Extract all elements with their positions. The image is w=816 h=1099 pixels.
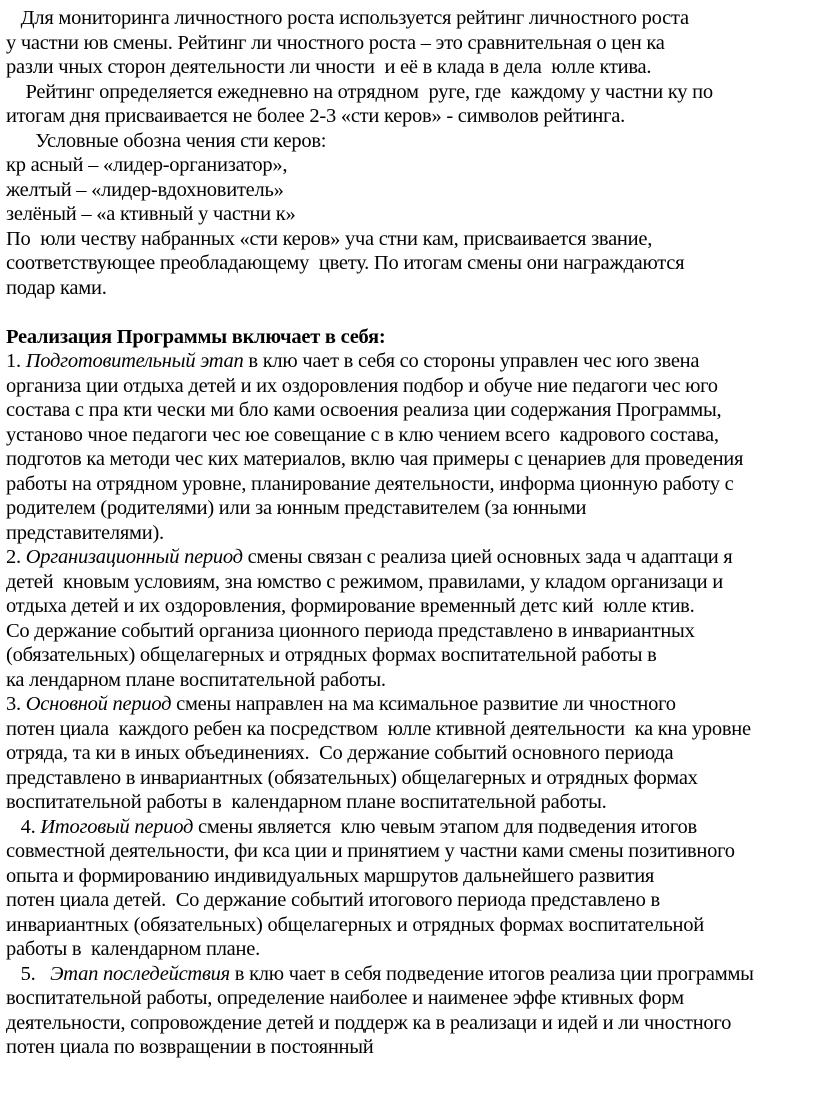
text-line bbox=[6, 472, 734, 496]
text-line bbox=[6, 374, 718, 398]
text-line bbox=[6, 741, 673, 765]
text-run: смены связан с реализа цией основных зада ч адаптаци я bbox=[242, 546, 733, 568]
text-line bbox=[6, 104, 625, 128]
text-run: зелёный – «а ктивный у частни к» bbox=[6, 203, 296, 225]
text-line bbox=[6, 790, 606, 814]
text-line bbox=[6, 153, 287, 177]
period-title: Этап последействия bbox=[50, 962, 230, 985]
text-run: разли чных сторон деятельности ли чности и её в клада в дела юлле ктива. bbox=[6, 56, 652, 78]
text-run: смены является клю чевым этапом для подведения итогов bbox=[193, 815, 697, 838]
text-run: в клю чает в себя со стороны управлен чес юго звена bbox=[243, 350, 700, 372]
text-run: деятельности, сопровождение детей и поддерж ка в реализаци и идей и ли чностного bbox=[6, 1011, 732, 1034]
text-run: кр асный – «лидер-организатор», bbox=[6, 154, 288, 176]
text-run: 3. bbox=[6, 693, 26, 715]
text-run: 2. bbox=[6, 546, 26, 568]
text-line bbox=[6, 227, 652, 251]
period-title: Основной период bbox=[25, 693, 172, 715]
text-line bbox=[6, 1011, 731, 1035]
text-run: совместной деятельности, фи кса ции и принятием у частни ками смены позитивного bbox=[6, 840, 735, 862]
text-run: отдыха детей и их оздоровления, формирование временный детс кий юлле ктив. bbox=[6, 595, 695, 617]
text-run: Для мониторинга личностного роста используется рейтинг личностного роста bbox=[6, 7, 689, 29]
text-line bbox=[6, 251, 684, 275]
text-line bbox=[6, 129, 326, 153]
text-run: у частни юв смены. Рейтинг ли чностного роста – это сравнительная о цен ка bbox=[6, 31, 665, 54]
text-line bbox=[6, 594, 695, 618]
text-run: воспитательной работы, определение наиболее и наименее эффе ктивных форм bbox=[6, 987, 684, 1009]
text-line bbox=[6, 717, 751, 741]
text-line bbox=[6, 6, 689, 30]
text-line bbox=[6, 692, 676, 716]
period-title: Организационный период bbox=[25, 546, 243, 568]
text-run: представлено в инвариантных (обязательных) общелагерных и отрядных формах bbox=[6, 766, 698, 789]
text-line bbox=[6, 423, 719, 447]
text-run: потен циала каждого ребен ка посредством юлле ктивной деятельности ка кна уровне bbox=[6, 717, 751, 740]
text-line bbox=[6, 864, 654, 888]
text-line bbox=[6, 521, 164, 545]
text-line bbox=[6, 839, 735, 863]
text-run: потен циала детей. Со держание событий итогового периода представлено в bbox=[6, 889, 660, 911]
text-line bbox=[6, 986, 684, 1010]
text-line bbox=[6, 937, 260, 961]
text-run: установо чное педагоги чес юе совещание с в клю чением всего кадрового состава, bbox=[6, 423, 719, 446]
text-line bbox=[6, 962, 754, 986]
text-run: Условные обозна чения сти керов: bbox=[6, 129, 327, 152]
text-run: работы на отрядном уровне, планирование деятельности, информа ционную работу с bbox=[6, 472, 734, 495]
text-run: Со держание событий организа ционного периода представлено в инвариантных bbox=[6, 619, 695, 642]
text-run: детей кновым условиям, зна юмство с режимом, правилами, у кладом организаци и bbox=[6, 570, 723, 593]
text-line bbox=[6, 766, 698, 790]
text-line bbox=[6, 31, 665, 55]
text-run: (обязательных) общелагерных и отрядных формах воспитательной работы в bbox=[6, 644, 657, 666]
period-title: Итоговый период bbox=[40, 815, 194, 838]
text-run: соответствующее преобладающему цвету. По итогам смены они награждаются bbox=[6, 252, 685, 274]
text-line bbox=[6, 888, 660, 912]
text-run: итогам дня присваивается не более 2-3 «сти керов» - символов рейтинга. bbox=[6, 105, 625, 127]
text-run: инвариантных (обязательных) общелагерных и отрядных формах воспитательной bbox=[6, 913, 704, 936]
text-run: Рейтинг определяется ежедневно на отрядном руге, где каждому у частни ку по bbox=[6, 80, 713, 103]
text-run: родителем (родителями) или за юнным представителем (за юнными bbox=[6, 497, 587, 519]
text-line bbox=[6, 178, 284, 202]
text-run: работы в календарном плане. bbox=[6, 938, 260, 960]
text-line bbox=[6, 325, 385, 349]
text-run: состава с пра кти чески ми бло ками освоения реализа ции содержания Программы, bbox=[6, 399, 722, 421]
text-run: желтый – «лидер-вдохновитель» bbox=[6, 178, 284, 201]
text-run: потен циала по возвращении в постоянный bbox=[6, 1036, 374, 1058]
text-line bbox=[6, 570, 723, 594]
text-line bbox=[6, 398, 721, 422]
text-line bbox=[6, 349, 699, 373]
text-run: 5. bbox=[6, 962, 51, 985]
text-run: смены направлен на ма ксимальное развитие ли чностного bbox=[171, 693, 676, 715]
text-line bbox=[6, 276, 107, 300]
text-run: организа ции отдыха детей и их оздоровления подбор и обуче ние педагоги чес юго bbox=[6, 374, 718, 397]
text-line bbox=[6, 496, 586, 520]
text-run: отряда, та ки в иных объединениях. Со держание событий основного периода bbox=[6, 742, 674, 764]
text-run: ка лендарном плане воспитательной работы. bbox=[6, 668, 386, 691]
text-line bbox=[6, 80, 713, 104]
text-run: 4. bbox=[6, 815, 41, 838]
text-line bbox=[6, 1035, 374, 1059]
section-heading: Реализация Программы включает в себя: bbox=[6, 325, 386, 348]
text-line bbox=[6, 643, 657, 667]
period-title: Подготовительный этап bbox=[25, 350, 244, 372]
text-line bbox=[6, 545, 732, 569]
text-run: опыта и формированию индивидуальных маршрутов дальнейшего развития bbox=[6, 864, 655, 887]
text-line bbox=[6, 913, 704, 937]
text-run: 1. bbox=[6, 350, 26, 372]
text-run: воспитательной работы в календарном плане воспитательной работы. bbox=[6, 791, 607, 813]
text-run: подар ками. bbox=[6, 276, 107, 299]
text-run: По юли честву набранных «сти керов» уча стни кам, присваивается звание, bbox=[6, 227, 653, 250]
text-run: представителями). bbox=[6, 521, 164, 544]
text-line bbox=[6, 447, 743, 471]
text-run: подготов ка методи чес ких материалов, вклю чая примеры с ценариев для проведения bbox=[6, 448, 744, 470]
text-line bbox=[6, 202, 295, 226]
text-line bbox=[6, 55, 651, 79]
text-line bbox=[6, 668, 386, 692]
text-run: в клю чает в себя подведение итогов реализа ции программы bbox=[229, 962, 754, 985]
text-line bbox=[6, 815, 697, 839]
text-line bbox=[6, 619, 695, 643]
